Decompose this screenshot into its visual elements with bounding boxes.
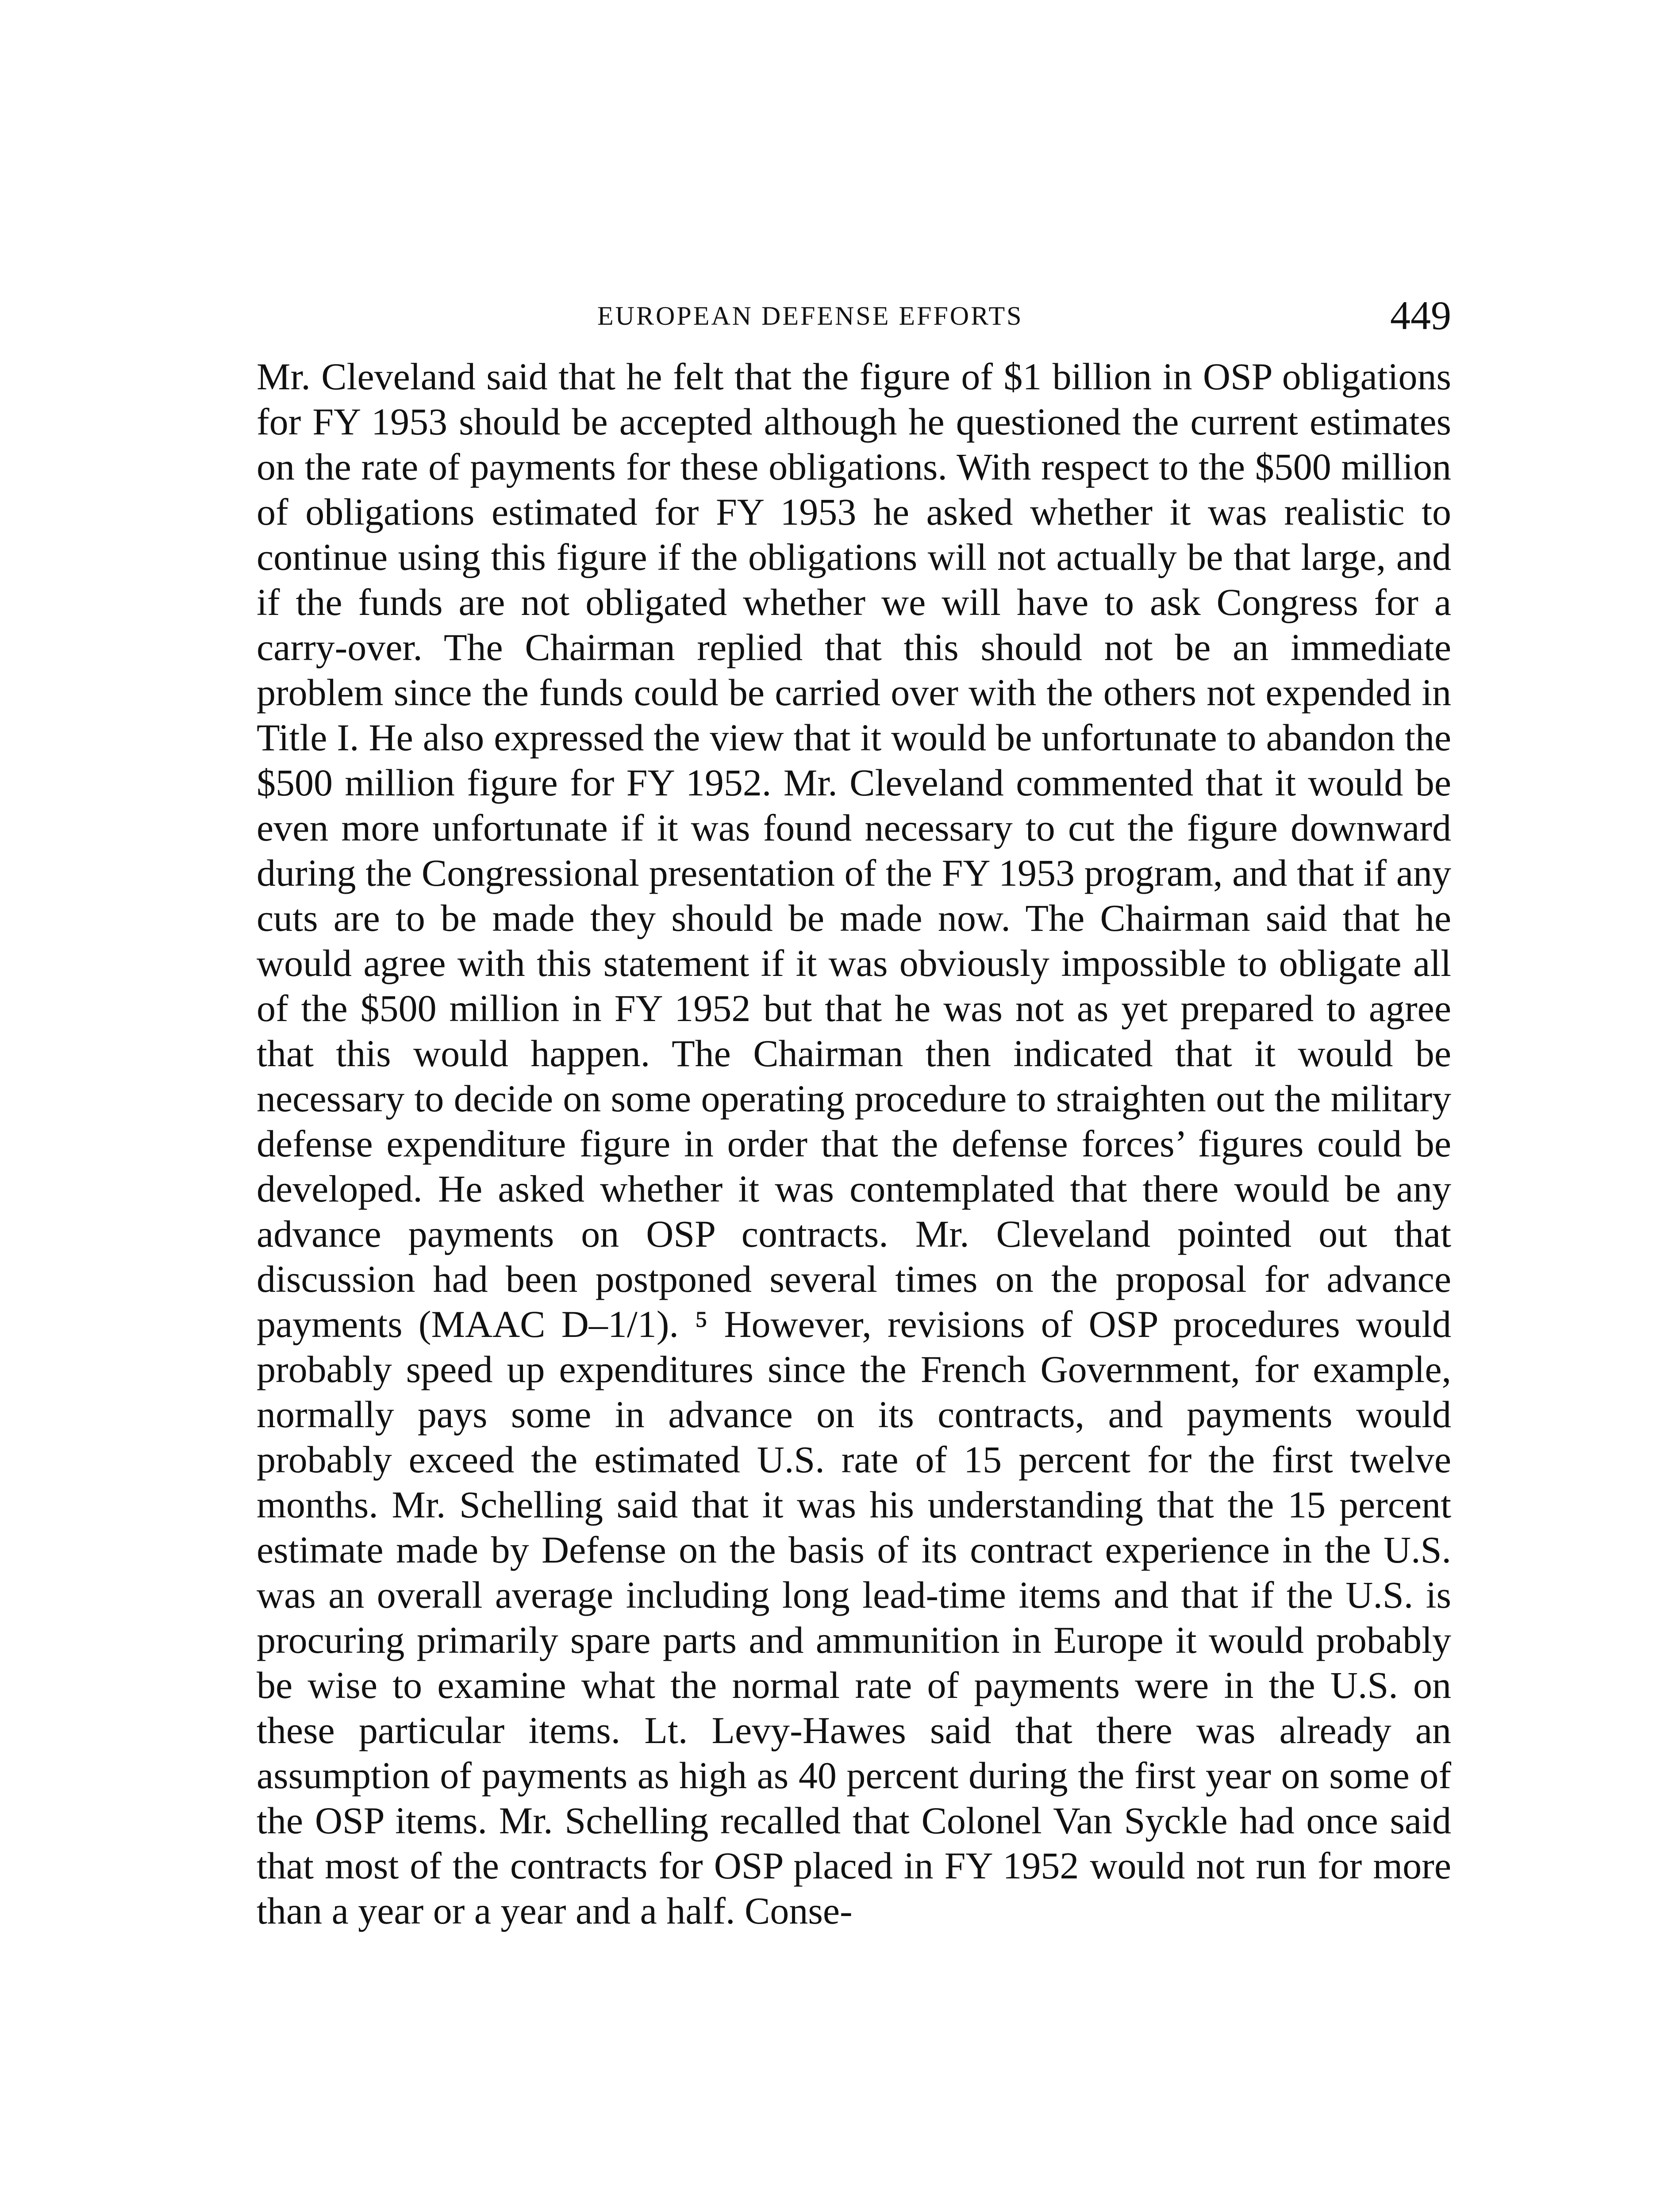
running-title: EUROPEAN DEFENSE EFFORTS [597,301,1023,330]
page-number: 449 [1390,293,1451,338]
running-head [257,292,1451,341]
body-paragraph: Mr. Cleveland said that he felt that the figure of $1 billion in OSP obligations for FY 1953 should be accepted although he questioned the current estimates on the rate of payments for these obligations. With respect to the $500 million of obligations estimated for FY 1953 he asked whether it was realistic to continue using this figure if the obligations will not actually be that large, and if the funds are not obligated whether we will have to ask Congress for a carry-over. The Chairman replied that this should not be an immediate problem since the funds could be carried over with the others not expended in Title I. He also expressed the view that it would be unfortunate to abandon the $500 million figure for FY 1952. Mr. Cleveland commented that it would be even more unfortunate if it was found necessary to cut the figure downward during the Congressional presentation of the FY 1953 program, and that if any cuts are to be made they should be made now. The Chairman said that he would agree with this statement if it was obviously impossible to obligate all of the $500 million in FY 1952 but that he was not as yet prepared to agree that this would happen. The Chairman then indicated that it would be necessary to decide on some operating procedure to straighten out the military defense expenditure figure in order that the defense forces’ figures could be developed. He asked whether it was contemplated that there would be any advance payments on OSP contracts. Mr. Cleveland pointed out that discussion had been postponed several times on the proposal for advance payments (MAAC D–1/1). ⁵ However, revisions of OSP procedures would probably speed up expenditures since the French Government, for example, normally pays some in advance on its contracts, and payments would probably exceed the estimated U.S. rate of 15 percent for the first twelve months. Mr. Schelling said that it was his understanding that the 15 percent estimate made by Defense on the basis of its contract experience in the U.S. was an overall average including long lead-time items and that if the U.S. is procuring primarily spare parts and ammunition in Europe it would probably be wise to examine what the normal rate of payments were in the U.S. on these particular items. Lt. Levy-Hawes said that there was already an assumption of payments as high as 40 percent during the first year on some of the OSP items. Mr. Schelling recalled that Colonel Van Syckle had once said that most of the contracts for OSP placed in FY 1952 would not run for more than a year or a year and a half. Conse- [257,355,1451,1932]
